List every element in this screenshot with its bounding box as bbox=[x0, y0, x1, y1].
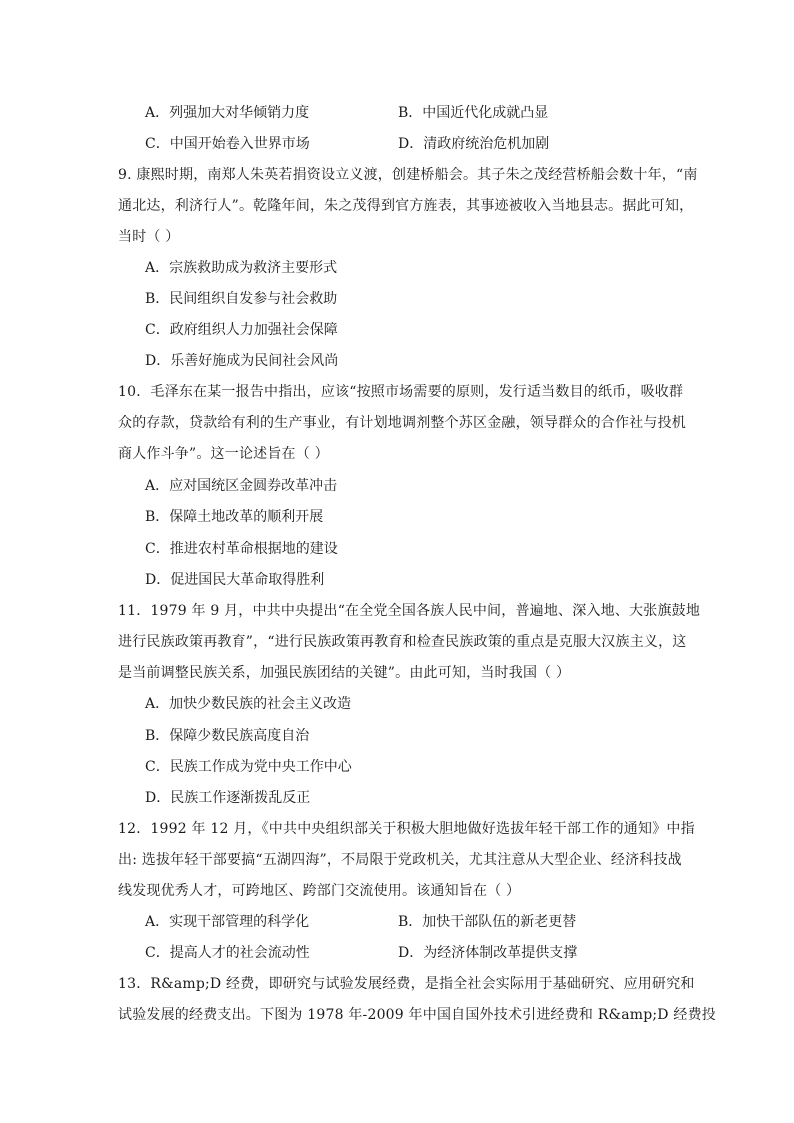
q11-option-a[interactable]: A．加快少数民族的社会主义改造 bbox=[145, 696, 352, 712]
q11-stem-line-2: 进行民族政策再教育”，“进行民族政策再教育和检查民族政策的重点是克服大汉族主义，这 bbox=[118, 634, 687, 650]
q13-stem-line-2: 试验发展的经费支出。下图为 1978 年-2009 年中国自国外技术引进经费和 R&amp;D 经费投 bbox=[118, 1007, 716, 1023]
q8-option-d[interactable]: D．清政府统治危机加剧 bbox=[398, 136, 550, 152]
q13-stem-line-1: 13．R&amp;D 经费，即研究与试验发展经费，是指全社会实际用于基础研究、应用研究和 bbox=[118, 976, 695, 992]
q12-option-c[interactable]: C．提高人才的社会流动性 bbox=[145, 945, 310, 961]
q9-option-a[interactable]: A．宗族救助成为救济主要形式 bbox=[145, 260, 338, 276]
q10-stem-line-3: 商人作斗争”。这一论述旨在（ ） bbox=[118, 446, 329, 462]
q8-option-a[interactable]: A．列强加大对华倾销力度 bbox=[145, 105, 310, 121]
q12-stem-line-2: 出: 选拔年轻干部要搞“五湖四海”，不局限于党政机关，尤其注意从大型企业、经济科技战 bbox=[118, 852, 682, 868]
q9-option-c[interactable]: C．政府组织人力加强社会保障 bbox=[145, 322, 338, 338]
q11-stem-line-1: 11．1979 年 9 月，中共中央提出“在全党全国各族人民中间，普遍地、深入地、大张旗鼓地 bbox=[118, 603, 701, 619]
q9-option-b[interactable]: B．民间组织自发参与社会救助 bbox=[145, 291, 338, 307]
q11-option-d[interactable]: D．民族工作逐渐拨乱反正 bbox=[145, 790, 311, 806]
q12-option-b[interactable]: B．加快干部队伍的新老更替 bbox=[398, 914, 577, 930]
q12-option-a[interactable]: A．实现干部管理的科学化 bbox=[145, 914, 310, 930]
q10-stem-line-2: 众的存款，贷款给有利的生产事业，有计划地调剂整个苏区金融，领导群众的合作社与投机 bbox=[118, 415, 686, 431]
q9-option-d[interactable]: D．乐善好施成为民间社会风尚 bbox=[145, 353, 339, 369]
q10-option-d[interactable]: D．促进国民大革命取得胜利 bbox=[145, 572, 325, 588]
q12-stem-line-1: 12．1992 年 12 月，《中共中央组织部关于积极大胆地做好选拔年轻干部工作的通知》中指 bbox=[118, 821, 695, 837]
q10-option-b[interactable]: B．保障土地改革的顺利开展 bbox=[145, 509, 324, 525]
q12-option-d[interactable]: D．为经济体制改革提供支撑 bbox=[398, 945, 578, 961]
q9-stem-line-1: 9. 康熙时期，南郑人朱英若捐资设立义渡，创建桥船会。其子朱之茂经营桥船会数十年，“南 bbox=[118, 167, 698, 183]
q10-stem-line-1: 10．毛泽东在某一报告中指出，应该“按照市场需要的原则，发行适当数目的纸币，吸收群 bbox=[118, 384, 684, 400]
q11-option-c[interactable]: C．民族工作成为党中央工作中心 bbox=[145, 759, 352, 775]
q12-stem-line-3: 线发现优秀人才，可跨地区、跨部门交流使用。该通知旨在（ ） bbox=[118, 883, 521, 899]
q10-option-c[interactable]: C．推进农村革命根据地的建设 bbox=[145, 541, 338, 557]
q9-stem-line-3: 当时（ ） bbox=[118, 229, 180, 245]
q8-option-b[interactable]: B．中国近代化成就凸显 bbox=[398, 105, 549, 121]
q8-option-c[interactable]: C．中国开始卷入世界市场 bbox=[145, 136, 310, 152]
q10-option-a[interactable]: A．应对国统区金圆券改革冲击 bbox=[145, 478, 338, 494]
q11-option-b[interactable]: B．保障少数民族高度自治 bbox=[145, 728, 310, 744]
q11-stem-line-3: 是当前调整民族关系，加强民族团结的关键”。由此可知，当时我国（ ） bbox=[118, 665, 571, 681]
q9-stem-line-2: 通北达，利济行人”。乾隆年间，朱之茂得到官方旌表，其事迹被收入当地县志。据此可知， bbox=[118, 198, 694, 214]
